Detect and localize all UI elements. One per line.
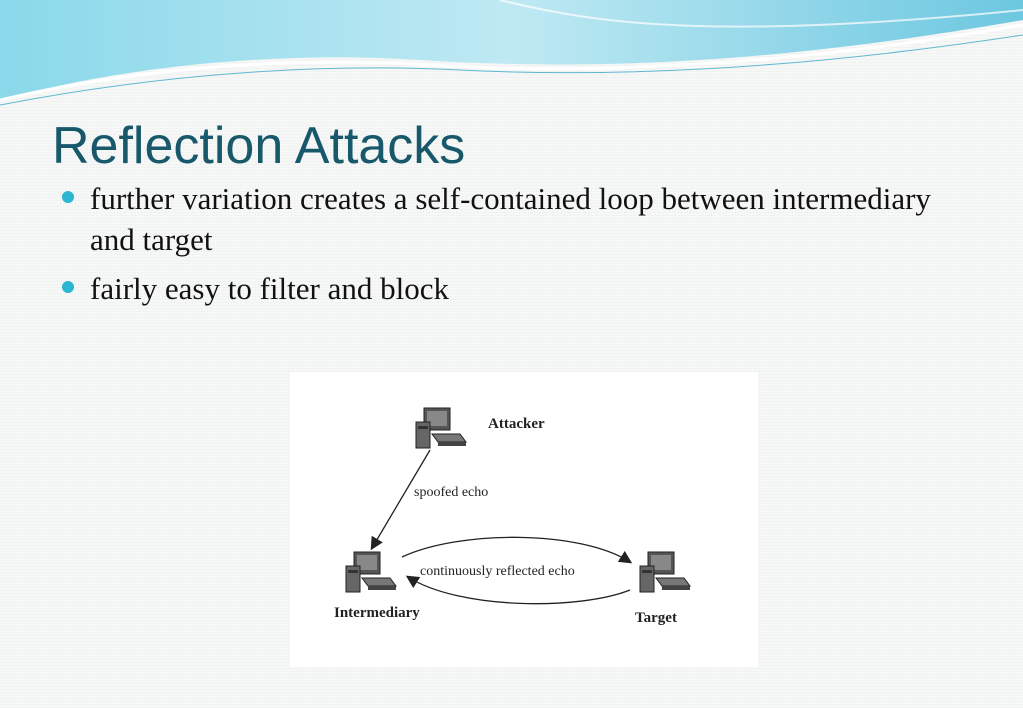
intermediary-label: Intermediary	[334, 605, 420, 621]
attacker-label: Attacker	[488, 416, 545, 432]
bullet-item	[60, 178, 960, 260]
intermediary-computer-icon	[346, 552, 396, 592]
header-wave-decoration	[0, 0, 1023, 110]
target-label: Target	[635, 610, 677, 626]
bullet-list	[60, 178, 960, 317]
bullet-dot-icon	[62, 191, 74, 203]
bullet-dot-icon	[62, 281, 74, 293]
bullet-text: fairly easy to filter and block	[90, 271, 449, 306]
slide-title: Reflection Attacks	[52, 117, 466, 175]
spoofed-echo-label: spoofed echo	[414, 485, 489, 500]
loop-arrow-to-target	[402, 537, 630, 562]
bullet-item	[60, 268, 960, 309]
bullet-text: further variation creates a self-contained loop between intermediary and target	[90, 181, 931, 257]
attacker-computer-icon	[416, 408, 466, 448]
loop-arrow-to-intermediary	[408, 577, 630, 604]
reflection-diagram	[290, 372, 758, 667]
target-computer-icon	[640, 552, 690, 592]
loop-label: continuously reflected echo	[420, 564, 575, 579]
